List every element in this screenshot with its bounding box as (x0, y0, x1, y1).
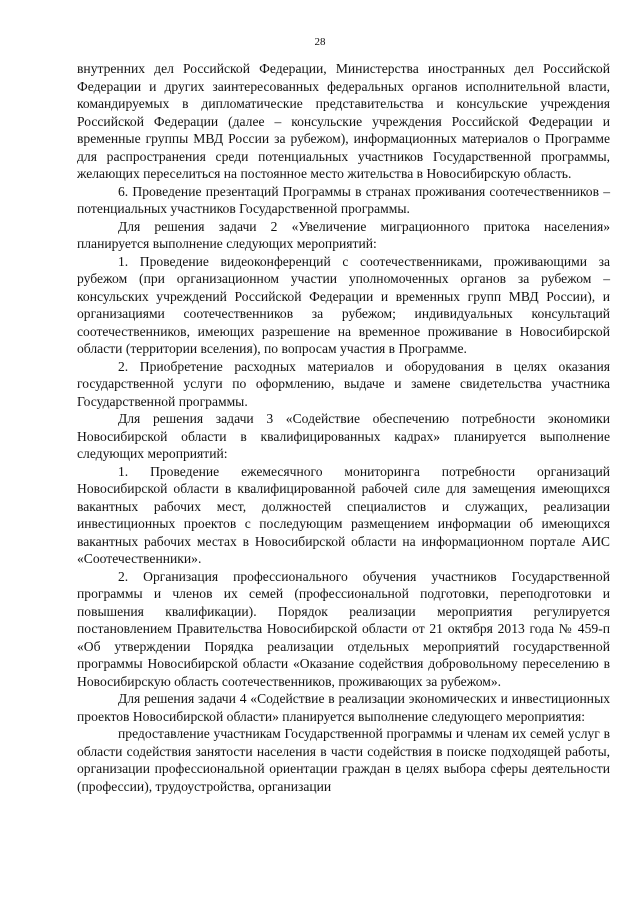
paragraph-10: предоставление участникам Государственной программы и членам их семей услуг в области содействия занятости населения в части содействия в поиске подходящей работы, организации профессиональной ориентации граждан в целях выбора сферы деятельности (профессии), трудоустройства, организации (77, 726, 610, 794)
document-body (77, 60, 610, 795)
paragraph-2: 6. Проведение презентаций Программы в странах проживания соотечественников – потенциальных участников Государственной программы. (77, 183, 610, 216)
paragraph-1: внутренних дел Российской Федерации, Министерства иностранных дел Российской Федерации и других заинтересованных федеральных органов исполнительной власти, командируемых в дипломатические представительства и консульские учреждения Российской Федерации (далее – консульские учреждения Российской Федерации и временные группы МВД России за рубежом), информационных материалов о Программе для распространения среди потенциальных участников Государственной программы, желающих переселиться на постоянное место жительства в Новосибирскую область. (77, 61, 610, 181)
paragraph-7: 1. Проведение ежемесячного мониторинга потребности организаций Новосибирской области в квалифицированной рабочей силе для замещения имеющихся вакантных рабочих мест, должностей специалистов и служащих, реализации инвестиционных проектов с последующим размещением информации об имеющихся вакантных рабочих местах в Новосибирской области на информационном портале АИС «Соотечественники». (77, 463, 610, 566)
page-number: 28 (314, 36, 326, 48)
paragraph-3: Для решения задачи 2 «Увеличение миграционного притока населения» планируется выполнение следующих мероприятий: (77, 218, 610, 251)
paragraph-8: 2. Организация профессионального обучения участников Государственной программы и членов их семей (профессиональной подготовки, переподготовки и повышения квалификации). Порядок реализации мероприятия регулируется постановлением Правительства Новосибирской области от 21 октября 2013 года № 459-п «Об утверждении Порядка реализации отдельных мероприятий государственной программы Новосибирской области «Оказание содействия добровольному переселению в Новосибирскую область соотечественников, проживающих за рубежом». (77, 568, 610, 689)
paragraph-6: Для решения задачи 3 «Содействие обеспечению потребности экономики Новосибирской области в квалифицированных кадрах» планируется выполнение следующих мероприятий: (77, 411, 610, 461)
paragraph-4: 1. Проведение видеоконференций с соотечественниками, проживающими за рубежом (при организационном участии уполномоченных органов за рубежом – консульских учреждений Российской Федерации и временных групп МВД России), и организациями соотечественников за рубежом; индивидуальных консультаций соотечественников, имеющих разрешение на временное проживание в Новосибирской области (территории вселения), по вопросам участия в Программе. (77, 253, 610, 356)
paragraph-5: 2. Приобретение расходных материалов и оборудования в целях оказания государственной услуги по оформлению, выдаче и замене свидетельства участника Государственной программы. (77, 358, 610, 409)
paragraph-9: Для решения задачи 4 «Содействие в реализации экономических и инвестиционных проектов Новосибирской области» планируется выполнение следующего мероприятия: (77, 691, 610, 724)
